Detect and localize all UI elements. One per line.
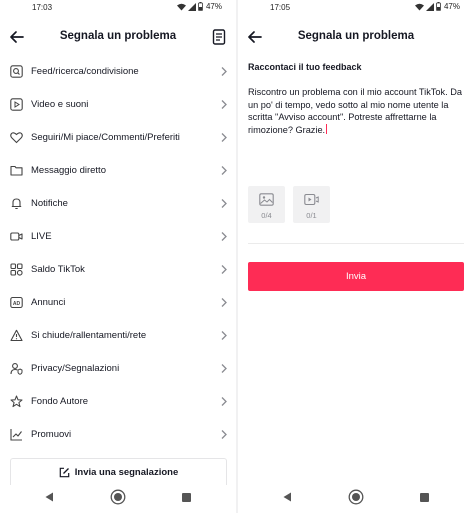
header [238, 22, 474, 52]
nav-home-icon[interactable] [348, 489, 364, 505]
video-count: 0/1 [306, 211, 317, 220]
add-image-button[interactable] [248, 186, 285, 223]
image-icon [259, 193, 274, 206]
status-icons [415, 2, 460, 11]
chevron-right-icon [220, 297, 228, 308]
image-count: 0/4 [261, 211, 272, 220]
signal-icon [426, 3, 434, 11]
status-icons [177, 2, 222, 11]
video-square-icon [10, 98, 23, 111]
feedback-screen [238, 0, 474, 513]
android-nav-bar [0, 485, 236, 513]
menu-item-label: Promuovi [31, 429, 72, 440]
edit-icon [59, 467, 70, 478]
menu-item-label: Annunci [31, 297, 66, 308]
feedback-textarea[interactable] [248, 86, 466, 136]
status-bar [0, 0, 236, 16]
live-camera-icon [10, 230, 23, 243]
submit-report-button[interactable] [10, 458, 227, 486]
menu-item-label: Si chiude/rallentamenti/rete [31, 330, 147, 341]
status-time: 17:03 [32, 3, 53, 12]
nav-home-icon[interactable] [110, 489, 126, 505]
send-button[interactable] [248, 262, 464, 291]
page-title: Segnala un problema [59, 30, 177, 42]
search-square-icon [10, 65, 23, 78]
status-bar [238, 0, 474, 16]
wifi-icon [177, 3, 186, 11]
chart-line-icon [10, 428, 23, 441]
menu-item-label: Notifiche [31, 198, 68, 209]
chevron-right-icon [220, 396, 228, 407]
menu-item-label: Saldo TikTok [31, 264, 85, 275]
chevron-right-icon [220, 132, 228, 143]
menu-item-privacy[interactable] [0, 352, 236, 385]
message-folder-icon [10, 164, 23, 177]
chevron-right-icon [220, 66, 228, 77]
status-time: 17:05 [270, 3, 291, 12]
warning-triangle-icon [10, 329, 23, 342]
svg-text:AD: AD [12, 301, 21, 307]
menu-item-label: Feed/ricerca/condivisione [31, 66, 139, 77]
menu-item-label: LIVE [31, 231, 52, 242]
page-title: Segnala un problema [297, 30, 415, 42]
signal-icon [188, 3, 196, 11]
battery-icon [198, 2, 203, 11]
battery-icon [436, 2, 441, 11]
menu-item-label: Messaggio diretto [31, 165, 106, 176]
feedback-text: Riscontro un problema con il mio account TikTok. Da un po' di tempo, vedo sotto al mio nome utente la scritta "Avviso account". Potreste affrettarne la rimozione? Grazie. [248, 87, 462, 135]
android-nav-bar [238, 485, 474, 513]
menu-item-ads[interactable] [0, 286, 236, 319]
nav-recents-icon[interactable] [420, 493, 429, 502]
chevron-right-icon [220, 363, 228, 374]
submit-report-label: Invia una segnalazione [74, 467, 179, 478]
ad-icon [10, 296, 23, 309]
star-icon [10, 395, 23, 408]
chevron-right-icon [220, 198, 228, 209]
menu-item-label: Privacy/Segnalazioni [31, 363, 120, 374]
menu-item-crash-network[interactable] [0, 319, 236, 352]
menu-item-tiktok-balance[interactable] [0, 253, 236, 286]
battery-percent: 47% [205, 2, 222, 11]
video-icon [304, 193, 319, 206]
report-category-screen [0, 0, 236, 513]
menu-item-video-sounds[interactable] [0, 88, 236, 121]
add-video-button[interactable] [293, 186, 330, 223]
nav-back-icon[interactable] [283, 492, 292, 502]
menu-item-direct-message[interactable] [0, 154, 236, 187]
menu-item-live[interactable] [0, 220, 236, 253]
menu-item-follow-likes[interactable] [0, 121, 236, 154]
divider-line [248, 243, 464, 244]
header [0, 22, 236, 52]
user-shield-icon [10, 362, 23, 375]
chevron-right-icon [220, 264, 228, 275]
document-list-icon[interactable] [212, 29, 226, 45]
menu-item-promote[interactable] [0, 418, 236, 451]
send-button-label: Invia [345, 271, 367, 282]
chevron-right-icon [220, 429, 228, 440]
wifi-icon [415, 3, 424, 11]
menu-item-label: Seguiri/Mi piace/Commenti/Preferiti [31, 132, 180, 143]
feedback-label: Raccontaci il tuo feedback [248, 62, 362, 72]
menu-item-creator-fund[interactable] [0, 385, 236, 418]
menu-item-label: Fondo Autore [31, 396, 89, 407]
battery-percent: 47% [443, 2, 460, 11]
menu-item-feed[interactable] [0, 55, 236, 88]
text-cursor [326, 124, 327, 134]
chevron-right-icon [220, 99, 228, 110]
bell-icon [10, 197, 23, 210]
nav-recents-icon[interactable] [182, 493, 191, 502]
nav-back-icon[interactable] [45, 492, 54, 502]
heart-star-icon [10, 131, 23, 144]
chevron-right-icon [220, 330, 228, 341]
grid-wallet-icon [10, 263, 23, 276]
chevron-right-icon [220, 231, 228, 242]
chevron-right-icon [220, 165, 228, 176]
menu-item-label: Video e suoni [31, 99, 89, 110]
menu-item-notifications[interactable] [0, 187, 236, 220]
